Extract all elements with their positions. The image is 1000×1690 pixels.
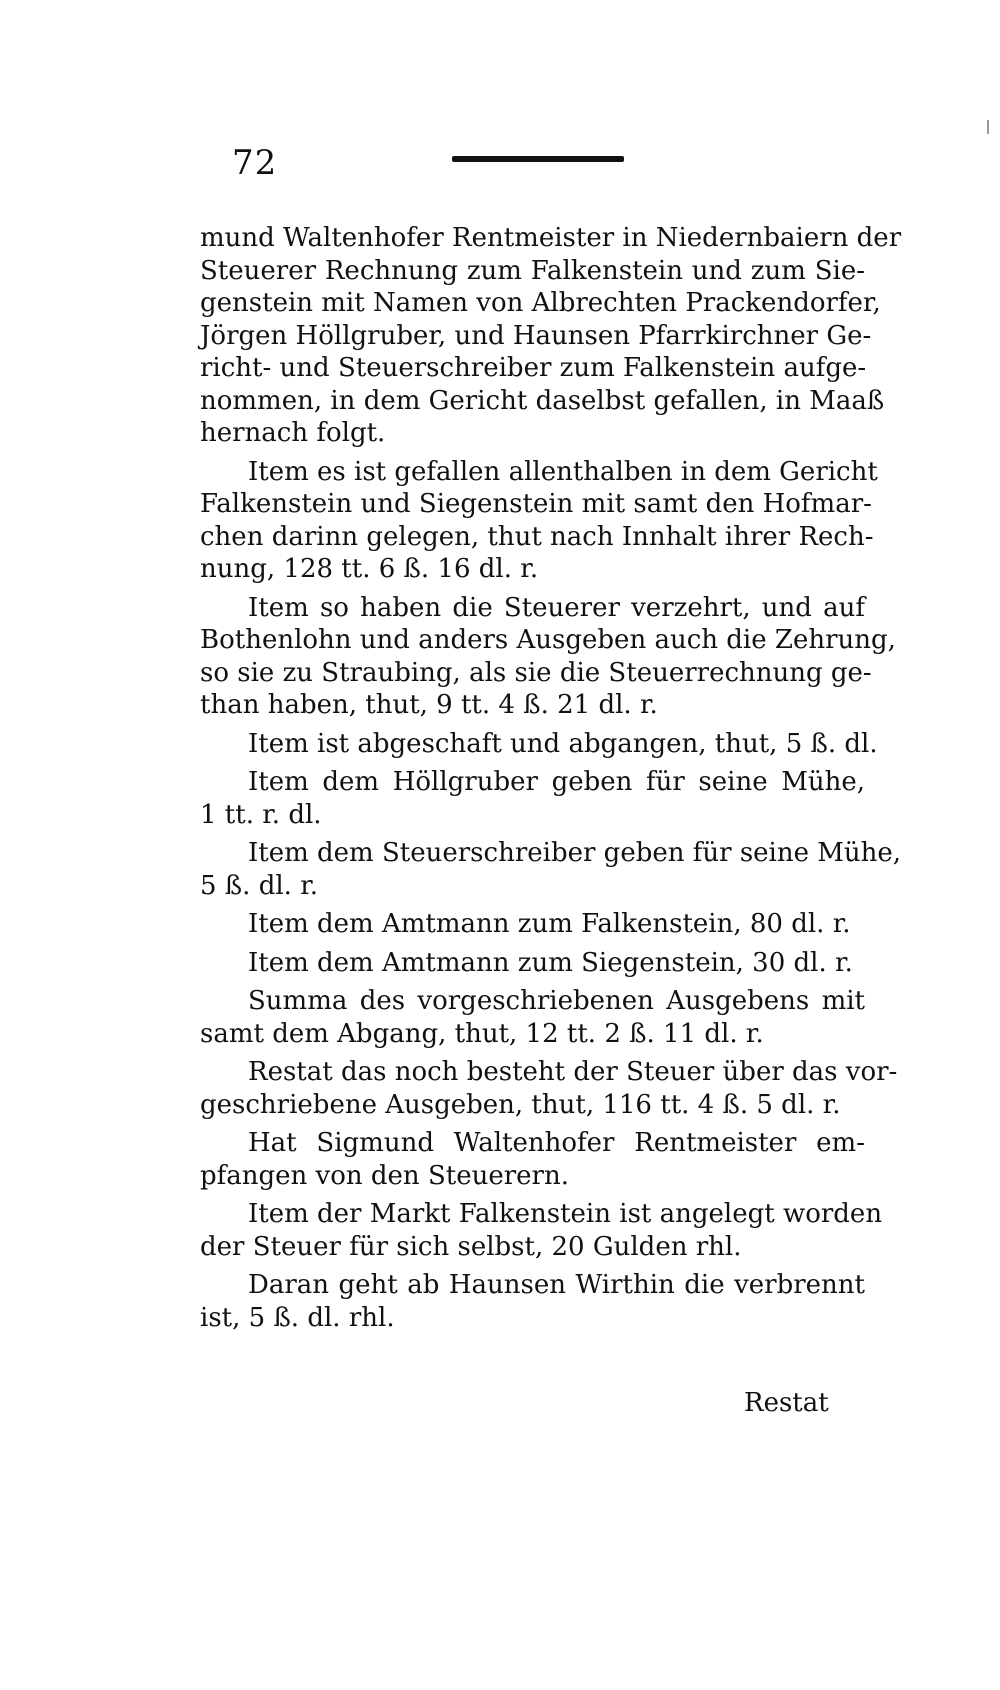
text-line: richt- und Steuerschreiber zum Falkenstein aufge-: [200, 353, 867, 383]
paragraph: [200, 985, 865, 1050]
text-line: hernach folgt.: [200, 418, 386, 448]
header-rule: [452, 156, 624, 162]
text-line: chen darinn gelegen, thut nach Innhalt ihrer Rech-: [200, 521, 874, 552]
page-number: 72: [232, 143, 278, 183]
paragraph: [200, 908, 865, 941]
text-line: samt dem Abgang, thut, 12 tt. 2 ß. 11 dl. r.: [200, 1018, 764, 1049]
text-line: Item ist abgeschaft und abgangen, thut, 5 ß. dl.: [248, 728, 878, 759]
paragraph: [200, 1127, 865, 1192]
paragraph: [200, 1269, 865, 1334]
paragraph: [200, 1198, 883, 1263]
text-line: Item es ist gefallen allenthalben in dem Gericht: [248, 456, 878, 487]
text-line: than haben, thut, 9 tt. 4 ß. 21 dl. r.: [200, 690, 658, 720]
margin-mark: [987, 120, 989, 134]
text-line: Daran geht ab Haunsen Wirthin die verbrennt: [248, 1270, 865, 1300]
paragraph: [200, 592, 896, 722]
paragraph: [200, 1056, 898, 1121]
text-line: Item so haben die Steuerer verzehrt, und auf: [248, 592, 865, 623]
text-line: 1 tt. r. dl.: [200, 799, 322, 830]
text-line: der Steuer für sich selbst, 20 Gulden rhl.: [200, 1231, 742, 1262]
text-line: Restat das noch besteht der Steuer über das vor-: [248, 1057, 898, 1087]
paragraph: [200, 728, 878, 761]
text-line: Item der Markt Falkenstein ist angelegt worden: [248, 1199, 883, 1229]
text-line: Falkenstein und Siegenstein mit samt den Hofmar-: [200, 489, 872, 519]
text-line: geschriebene Ausgeben, thut, 116 tt. 4 ß. 5 dl. r.: [200, 1089, 841, 1120]
text-line: mund Waltenhofer Rentmeister in Niedernbaiern der: [200, 223, 902, 253]
text-line: Item dem Amtmann zum Siegenstein, 30 dl. r.: [248, 947, 853, 978]
text-line: genstein mit Namen von Albrechten Prackendorfer,: [200, 288, 881, 318]
text-line: so sie zu Straubing, als sie die Steuerrechnung ge-: [200, 657, 872, 688]
paragraph: [200, 456, 878, 586]
paragraph: [200, 766, 865, 831]
text-line: Item dem Amtmann zum Falkenstein, 80 dl. r.: [248, 909, 851, 939]
text-line: Jörgen Höllgruber, und Haunsen Pfarrkirchner Ge-: [200, 320, 872, 351]
text-line: Item dem Steuerschreiber geben für seine Mühe,: [248, 838, 902, 868]
text-line: Hat Sigmund Waltenhofer Rentmeister em-: [248, 1128, 865, 1158]
text-line: Bothenlohn und anders Ausgeben auch die Zehrung,: [200, 625, 896, 655]
paragraph: [200, 947, 865, 980]
text-line: Summa des vorgeschriebenen Ausgebens mit: [248, 986, 865, 1016]
text-line: pfangen von den Steuerern.: [200, 1160, 569, 1191]
body-text: [200, 222, 902, 1334]
text-line: 5 ß. dl. r.: [200, 870, 319, 901]
catchword: Restat: [744, 1388, 829, 1418]
text-line: ist, 5 ß. dl. rhl.: [200, 1302, 395, 1333]
paragraph: [200, 222, 902, 450]
text-line: Steuerer Rechnung zum Falkenstein und zum Sie-: [200, 255, 865, 286]
text-line: nommen, in dem Gericht daselbst gefallen, in Maaß: [200, 385, 885, 416]
text-line: Item dem Höllgruber geben für seine Mühe,: [248, 767, 865, 797]
paragraph: [200, 837, 902, 902]
text-line: nung, 128 tt. 6 ß. 16 dl. r.: [200, 554, 539, 584]
